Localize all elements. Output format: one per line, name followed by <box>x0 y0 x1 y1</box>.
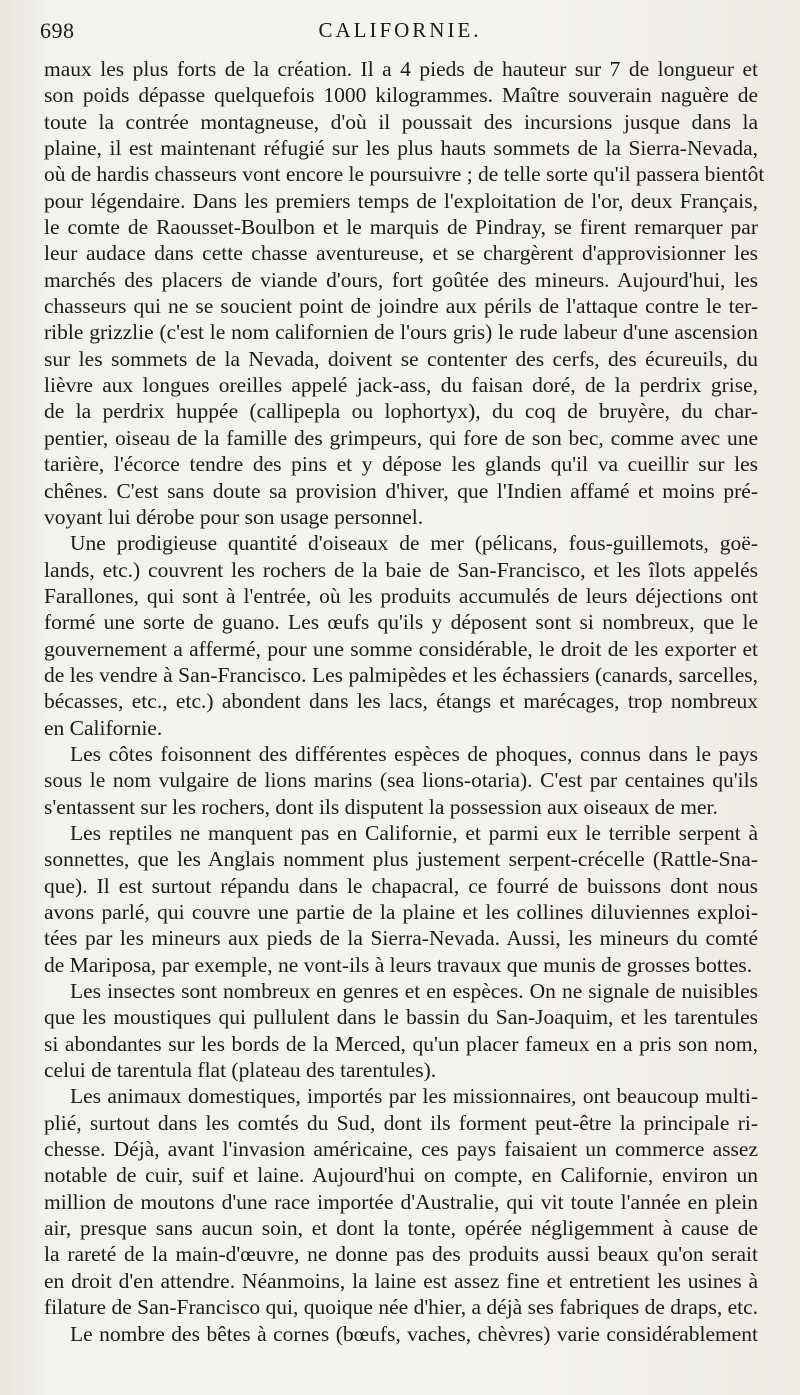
page-number: 698 <box>40 18 75 43</box>
text-line: chasseurs qui ne se soucient point de joindre aux périls de l'attaque contre le ter- <box>44 294 758 319</box>
text-line: que les moustiques qui pullulent dans le bassin du San-Joaquim, et les tarentules <box>44 1005 758 1030</box>
text-line: bécasses, etc., etc.) abondent dans les lacs, étangs et marécages, trop nombreux <box>44 689 758 714</box>
running-title: CALIFORNIE. <box>318 18 482 42</box>
text-line: que). Il est surtout répandu dans le chapacral, ce fourré de buissons dont nous <box>44 873 758 898</box>
text-line: lands, etc.) couvrent les rochers de la baie de San-Francisco, et les îlots appelés <box>44 557 758 582</box>
text-line: de la perdrix huppée (callipepla ou lophortyx), du coq de bruyère, du char- <box>44 399 758 424</box>
text-line: maux les plus forts de la création. Il a 4 pieds de hauteur sur 7 de longueur et <box>44 57 758 81</box>
text-line: sur les sommets de la Nevada, doivent se contenter des cerfs, des écureuils, du <box>44 346 758 371</box>
text-line: leur audace dans cette chasse aventureuse, et se chargèrent d'approvisionner les <box>44 241 758 266</box>
text-line: voyant lui dérobe pour son usage personnel. <box>44 504 424 529</box>
text-line: formé une sorte de guano. Les œufs qu'ils y déposent sont si nombreux, que le <box>44 610 758 635</box>
text-line: Les animaux domestiques, importés par les missionnaires, ont beaucoup multi- <box>70 1084 758 1109</box>
text-line: marchés des placers de viande d'ours, fort goûtée des mineurs. Aujourd'hui, les <box>44 267 758 292</box>
text-line: Le nombre des bêtes à cornes (bœufs, vaches, chèvres) varie considérablement <box>70 1321 758 1346</box>
text-line: tées par les mineurs aux pieds de la Sierra-Nevada. Aussi, les mineurs du comté <box>44 926 758 951</box>
text-line: Une prodigieuse quantité d'oiseaux de mer (pélicans, fous-guillemots, goë- <box>70 531 758 556</box>
text-line: rible grizzlie (c'est le nom californien de l'ours gris) le rude labeur d'une ascension <box>44 320 758 345</box>
text-line: si abondantes sur les bords de la Merced, qu'un placer fameux en a pris son nom, <box>44 1031 758 1056</box>
text-line: sous le nom vulgaire de lions marins (sea lions-otaria). C'est par centaines qu'ils <box>44 768 758 793</box>
text-line: avons parlé, qui couvre une partie de la plaine et les collines diluviennes exploi- <box>44 900 758 924</box>
text-line: sonnettes, que les Anglais nomment plus justement serpent-crécelle (Rattle-Sna- <box>44 847 758 872</box>
text-line: de les vendre à San-Francisco. Les palmipèdes et les échassiers (canards, sarcelles, <box>44 662 758 687</box>
text-line: Les côtes foisonnent des différentes espèces de phoques, connus dans le pays <box>70 741 758 766</box>
text-line: Les reptiles ne manquent pas en Californie, et parmi eux le terrible serpent à <box>70 820 758 845</box>
text-line: celui de tarentula flat (plateau des tarentules). <box>44 1058 437 1083</box>
text-line: de Mariposa, par exemple, ne vont-ils à leurs travaux que munis de grosses bottes. <box>44 952 753 977</box>
text-line: air, presque sans aucun soin, et dont la tonte, opérée négligemment à cause de <box>44 1216 758 1241</box>
text-line: où de hardis chasseurs vont encore le poursuivre ; de telle sorte qu'il passera bientôt <box>44 162 765 187</box>
text-line: toute la contrée montagneuse, d'où il poussait des incursions jusque dans la <box>44 109 758 134</box>
text-line: le comte de Raousset-Boulbon et le marquis de Pindray, se firent remarquer par <box>44 215 758 240</box>
text-line: plaine, il est maintenant réfugié sur les plus hauts sommets de la Sierra-Nevada, <box>44 136 758 161</box>
text-line: million de moutons d'une race importée d'Australie, qui vit toute l'année en plein <box>44 1189 758 1214</box>
text-line: chesse. Déjà, avant l'invasion américaine, ces pays faisaient un commerce assez <box>44 1137 758 1162</box>
body-text <box>44 56 765 1347</box>
text-line: Farallones, qui sont à l'entrée, où les produits accumulés de leurs déjections ont <box>44 583 758 608</box>
text-line: chênes. C'est sans doute sa provision d'hiver, que l'Indien affamé et moins pré- <box>44 478 758 503</box>
text-line: notable de cuir, suif et laine. Aujourd'hui on compte, en Californie, environ un <box>44 1163 758 1188</box>
text-line: en Californie. <box>44 715 163 740</box>
page-header <box>40 18 760 50</box>
text-line: gouvernement a affermé, pour une somme considérable, le droit de les exporter et <box>44 636 758 661</box>
text-line: s'entassent sur les rochers, dont ils disputent la possession aux oiseaux de mer. <box>44 794 718 819</box>
text-line: lièvre aux longues oreilles appelé jack-ass, du faisan doré, de la perdrix grise, <box>44 373 758 398</box>
text-line: en droit d'en attendre. Néanmoins, la laine est assez fine et entretient les usines à <box>44 1268 758 1293</box>
text-line: plié, surtout dans les comtés du Sud, dont ils forment peut-être la principale ri- <box>44 1110 758 1135</box>
text-line: la rareté de la main-d'œuvre, ne donne pas des produits aussi beaux qu'on serait <box>44 1242 758 1267</box>
text-line: pour légendaire. Dans les premiers temps de l'exploitation de l'or, deux Français, <box>44 188 758 213</box>
text-line: Les insectes sont nombreux en genres et en espèces. On ne signale de nuisibles <box>70 979 758 1004</box>
text-line: pentier, oiseau de la famille des grimpeurs, qui fore de son bec, comme avec une <box>44 425 758 450</box>
text-line: tarière, l'écorce tendre des pins et y dépose les glands qu'il va cueillir sur les <box>44 452 758 477</box>
text-line: son poids dépasse quelquefois 1000 kilogrammes. Maître souverain naguère de <box>44 83 758 108</box>
text-line: filature de San-Francisco qui, quoique née d'hier, a déjà ses fabriques de draps, etc. <box>44 1295 759 1320</box>
